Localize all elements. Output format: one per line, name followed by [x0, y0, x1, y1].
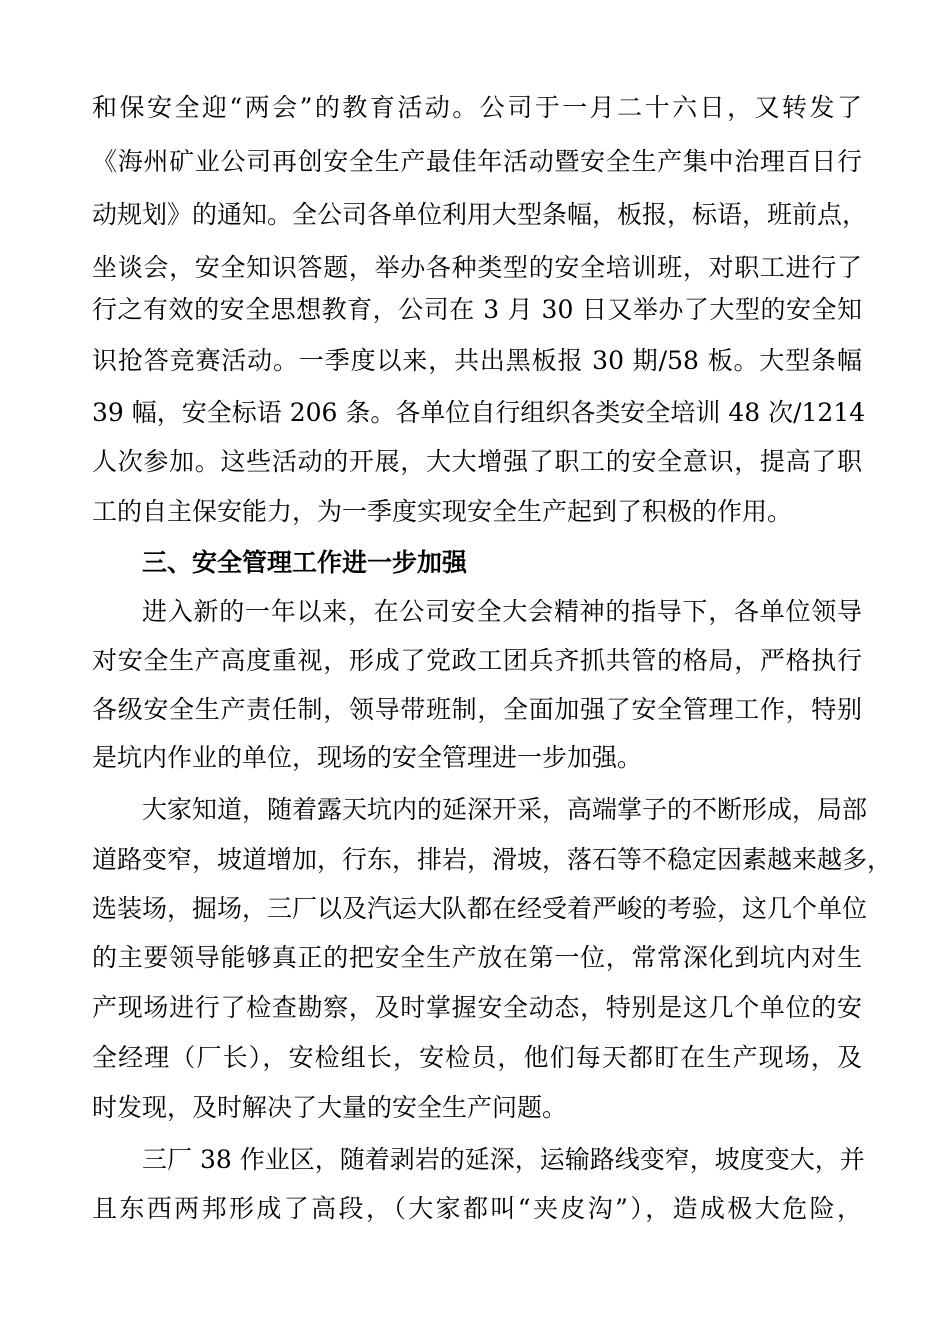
p3-line-1: 大家知道，随着露天坑内的延深开采，高端掌子的不断形成，局部 — [142, 795, 868, 824]
p1-line-7: 39 幅，安全标语 206 条。各单位自行组织各类安全培训 48 次/1214 — [92, 398, 866, 427]
p1-line-2: 《海州矿业公司再创安全生产最佳年活动暨安全生产集中治理百日行 — [92, 147, 862, 176]
p2-line-4: 是坑内作业的单位，现场的安全管理进一步加强。 — [92, 743, 643, 772]
p3-line-3: 选装场，掘场，三厂以及汽运大队都在经受着严峻的考验，这几个单位 — [92, 894, 868, 923]
p3-line-5: 产现场进行了检查勘察，及时掌握安全动态，特别是这几个单位的安 — [92, 993, 862, 1022]
p1-line-9: 工的自主保安能力，为一季度实现安全生产起到了积极的作用。 — [92, 497, 793, 526]
p1-line-6: 识抢答竞赛活动。一季度以来，共出黑板报 30 期/58 板。大型条幅 — [92, 346, 862, 375]
p1-line-4: 坐谈会，安全知识答题，举办各种类型的安全培训班，对职工进行了 — [92, 253, 862, 282]
p1-line-1: 和保安全迎“两会”的教育活动。公司于一月二十六日，又转发了 — [92, 93, 862, 122]
p2-line-1: 进入新的一年以来，在公司安全大会精神的指导下，各单位领导 — [142, 597, 862, 626]
p3-line-7: 时发现，及时解决了大量的安全生产问题。 — [92, 1093, 568, 1122]
p3-line-2: 道路变窄，坡道增加，行东，排岩，滑坡，落石等不稳定因素越来越多， — [92, 845, 893, 874]
p1-line-8: 人次参加。这些活动的开展，大大增强了职工的安全意识，提高了职 — [92, 447, 862, 476]
p1-line-5: 行之有效的安全思想教育，公司在 3 月 30 日又举办了大型的安全知 — [92, 295, 862, 324]
p3-line-6: 全经理（厂长），安检组长，安检员，他们每天都盯在生产现场，及 — [92, 1043, 862, 1072]
p2-line-3: 各级安全生产责任制，领导带班制，全面加强了安全管理工作，特别 — [92, 695, 862, 724]
p4-line-1: 三厂 38 作业区，随着剥岩的延深，运输路线变窄，坡度变大，并 — [142, 1145, 865, 1174]
p3-line-4: 的主要领导能够真正的把安全生产放在第一位，常常深化到坑内对生 — [92, 943, 862, 972]
p2-line-2: 对安全生产高度重视，形成了党政工团兵齐抓共管的格局，严格执行 — [92, 646, 862, 675]
p4-line-2: 且东西两邦形成了高段，（大家都叫“夹皮沟”），造成极大危险， — [92, 1194, 862, 1223]
p1-line-3: 动规划》的通知。全公司各单位利用大型条幅，板报，标语，班前点， — [92, 200, 868, 229]
section-heading: 三、安全管理工作进一步加强 — [142, 548, 468, 577]
